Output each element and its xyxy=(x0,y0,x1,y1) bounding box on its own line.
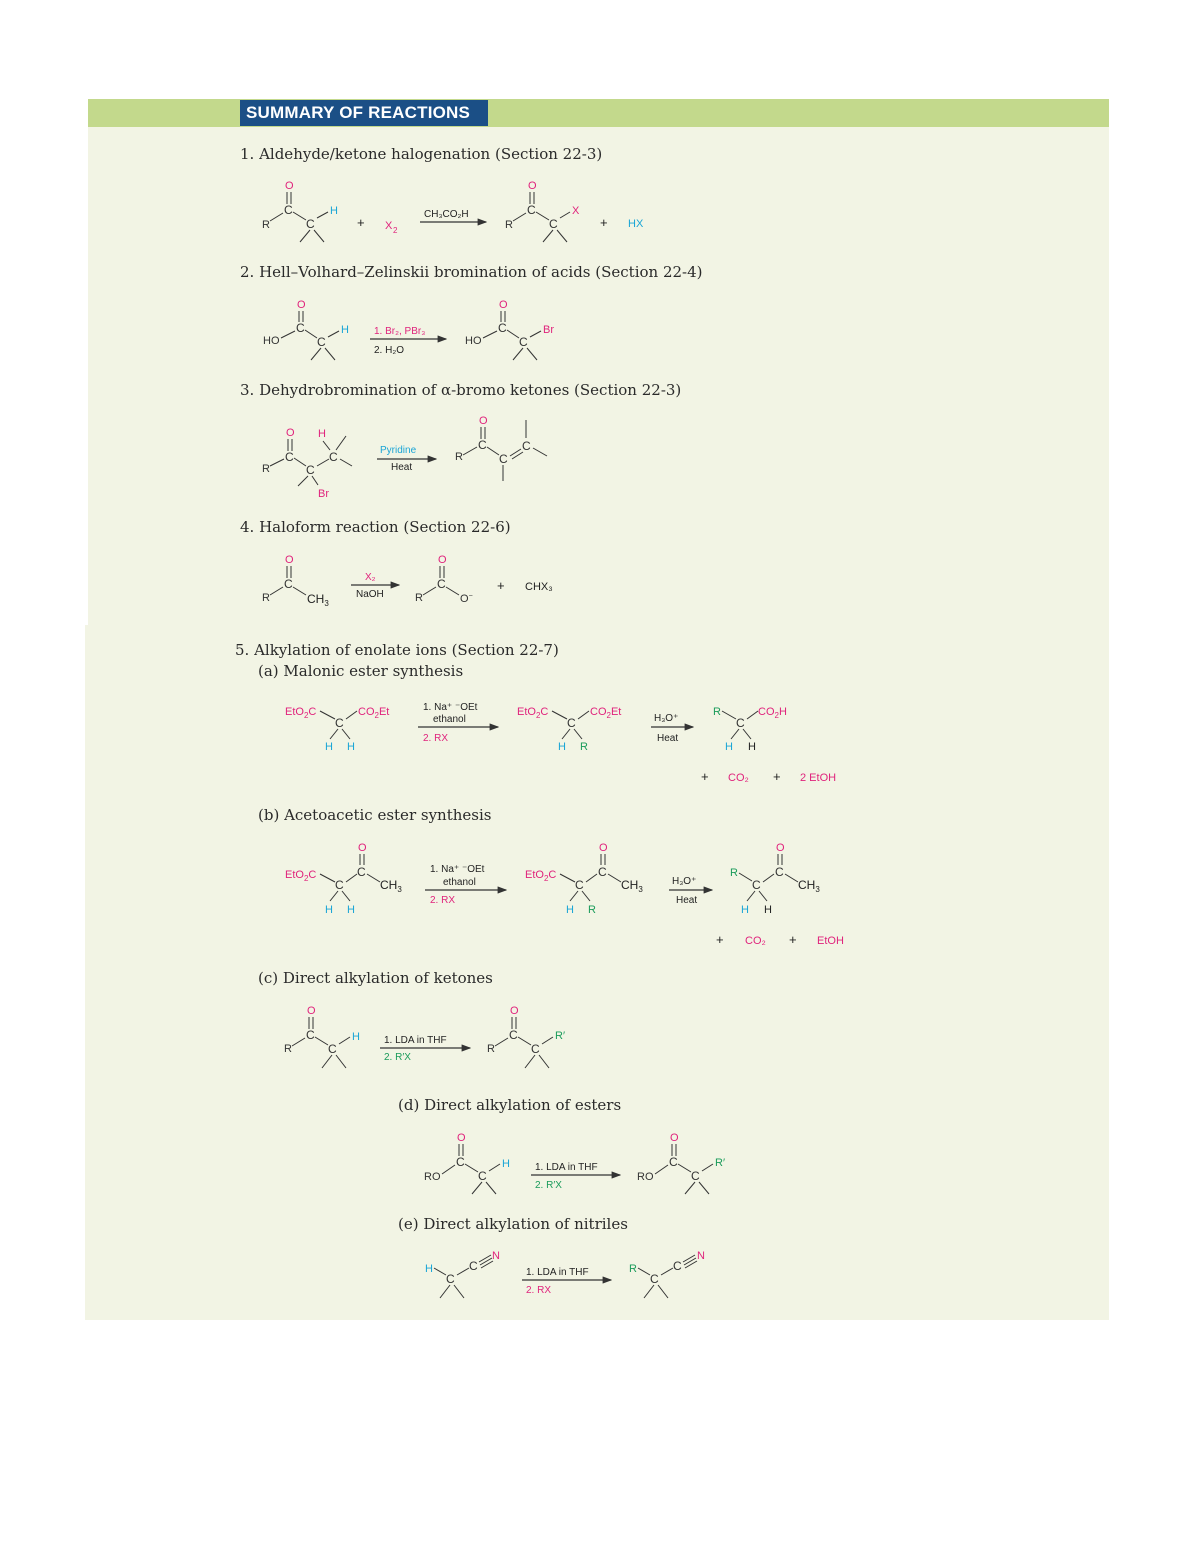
reaction-2-heading: 2. Hell–Volhard–Zelinskii bromination of acids (Section 22-4) xyxy=(240,263,703,281)
svg-text:R: R xyxy=(415,592,423,604)
svg-text:H: H xyxy=(425,1263,433,1275)
reaction-5c-step2: 2. R′X xyxy=(384,1052,411,1063)
svg-text:CO2H: $CO_2H$ xyxy=(758,706,787,720)
svg-text:H: H xyxy=(764,904,772,916)
svg-text:EtO2C: EtO$_2$C xyxy=(517,706,549,720)
svg-text:C: C xyxy=(446,1272,455,1286)
svg-text:C: C xyxy=(285,450,294,464)
reaction-5e-step2: 2. RX xyxy=(526,1285,552,1296)
reaction-1-heading: 1. Aldehyde/ketone halogenation (Section 22-3) xyxy=(240,145,603,163)
svg-text:C: C xyxy=(567,716,576,730)
reaction-5a-step2: 2. RX xyxy=(423,733,449,744)
svg-text:N: N xyxy=(492,1250,500,1262)
svg-text:H: H xyxy=(347,741,355,753)
reaction-5d-step1: 1. LDA in THF xyxy=(535,1162,598,1173)
svg-text:R: R xyxy=(455,451,463,463)
svg-text:C: C xyxy=(575,878,584,892)
svg-text:C: C xyxy=(456,1155,465,1169)
reaction-5e-scheme xyxy=(425,1250,705,1298)
svg-text:C: C xyxy=(775,865,784,879)
reaction-3-reagent: Pyridine xyxy=(380,445,417,456)
reaction-5b-label: (b) Acetoacetic ester synthesis xyxy=(258,806,492,824)
svg-text:O: O xyxy=(776,842,785,854)
reaction-5d-step2: 2. R′X xyxy=(535,1180,562,1191)
reaction-5d-label: (d) Direct alkylation of esters xyxy=(398,1096,622,1114)
svg-text:R: R xyxy=(730,867,738,879)
svg-text:+: + xyxy=(357,215,365,230)
svg-text:C: C xyxy=(498,321,507,335)
svg-text:C: C xyxy=(499,452,508,466)
reaction-5a-byproduct-co2: CO₂ xyxy=(728,772,749,784)
svg-text:R: R xyxy=(713,706,721,718)
svg-text:C: C xyxy=(335,716,344,730)
svg-text:O: O xyxy=(358,842,367,854)
svg-text:R: R xyxy=(262,592,270,604)
svg-text:R′: R′ xyxy=(555,1030,566,1042)
svg-text:CO2Et: $CO_2Et$ xyxy=(358,706,390,720)
svg-text:C: C xyxy=(357,865,366,879)
svg-text:C: C xyxy=(317,335,326,349)
svg-text:C: C xyxy=(752,878,761,892)
reaction-5a-conditions2: Heat xyxy=(657,733,679,744)
svg-text:H: H xyxy=(566,904,574,916)
reaction-1-scheme xyxy=(262,180,644,242)
svg-text:O: O xyxy=(285,180,294,192)
reaction-3-scheme xyxy=(262,415,547,500)
reaction-5a-step1b: ethanol xyxy=(433,714,466,725)
svg-text:R: R xyxy=(588,904,596,916)
summary-banner: SUMMARY OF REACTIONS xyxy=(240,100,488,126)
svg-text:C: C xyxy=(691,1169,700,1183)
svg-text:R: R xyxy=(262,219,270,231)
svg-text:C: C xyxy=(669,1155,678,1169)
svg-text:C: C xyxy=(306,463,315,477)
reaction-5b-step1b: ethanol xyxy=(443,877,476,888)
svg-text:R: R xyxy=(505,219,513,231)
svg-text:EtO2C: EtO$_2$C xyxy=(525,869,557,883)
svg-text:R: R xyxy=(580,741,588,753)
svg-text:C: C xyxy=(296,321,305,335)
svg-text:Br: Br xyxy=(318,488,329,500)
svg-text:O: O xyxy=(286,427,295,439)
svg-text:HO: HO xyxy=(263,335,280,347)
reaction-5b-reagent2: H₃O⁺ xyxy=(672,876,697,887)
svg-text:O: O xyxy=(499,299,508,311)
svg-text:O: O xyxy=(285,554,294,566)
svg-text:H: H xyxy=(352,1031,360,1043)
svg-text:EtO2C: EtO$_2$C xyxy=(285,869,317,883)
svg-text:CH3: $CH_3$ xyxy=(798,878,820,894)
svg-text:EtO2C: EtO$_2$C xyxy=(285,706,317,720)
reaction-2-product-group: Br xyxy=(543,324,554,336)
svg-text:+: + xyxy=(497,578,505,593)
reaction-1-reagent-sub: 2 xyxy=(393,226,398,235)
svg-text:O: O xyxy=(670,1132,679,1144)
svg-text:C: C xyxy=(284,203,293,217)
svg-text:C: C xyxy=(329,450,338,464)
svg-text:O: O xyxy=(307,1005,316,1017)
svg-text:R: R xyxy=(284,1043,292,1055)
svg-text:C: C xyxy=(673,1259,682,1273)
svg-text:R′: R′ xyxy=(715,1157,726,1169)
svg-text:C: C xyxy=(469,1259,478,1273)
svg-text:C: C xyxy=(549,217,558,231)
svg-text:O: O xyxy=(510,1005,519,1017)
reaction-4-conditions: NaOH xyxy=(356,589,384,600)
reaction-5b-byproduct-etoh: EtOH xyxy=(817,935,844,947)
svg-text:+: + xyxy=(600,215,608,230)
svg-text:N: N xyxy=(697,1250,705,1262)
svg-text:H: H xyxy=(325,904,333,916)
reaction-5a-reagent2: H₃O⁺ xyxy=(654,713,679,724)
svg-text:CO2Et: $CO_2Et$ xyxy=(590,706,622,720)
reaction-5-heading: 5. Alkylation of enolate ions (Section 22-7) xyxy=(235,641,559,659)
reaction-4-heading: 4. Haloform reaction (Section 22-6) xyxy=(240,518,511,536)
svg-text:C: C xyxy=(522,439,531,453)
svg-text:R: R xyxy=(629,1263,637,1275)
reaction-5e-label: (e) Direct alkylation of nitriles xyxy=(398,1215,628,1233)
reaction-5a-scheme xyxy=(285,702,836,784)
reaction-5b-step2: 2. RX xyxy=(430,895,456,906)
svg-text:H: H xyxy=(318,428,326,440)
svg-text:H: H xyxy=(502,1158,510,1170)
svg-text:C: C xyxy=(509,1028,518,1042)
svg-text:C: C xyxy=(519,335,528,349)
reaction-5b-conditions2: Heat xyxy=(676,895,698,906)
svg-text:O: O xyxy=(438,554,447,566)
svg-text:CH3: $CH_3$ xyxy=(307,592,329,608)
svg-text:H: H xyxy=(341,324,349,336)
reaction-4-scheme xyxy=(262,554,553,608)
svg-text:C: C xyxy=(531,1042,540,1056)
reaction-4-byproduct: CHX₃ xyxy=(525,581,553,593)
svg-text:O: O xyxy=(599,842,608,854)
svg-text:C: C xyxy=(306,217,315,231)
reaction-5a-byproduct-etoh: 2 EtOH xyxy=(800,772,837,784)
svg-text:O: O xyxy=(479,415,488,427)
reaction-1-reagent: X xyxy=(385,220,393,232)
reaction-5a-step1: 1. Na⁺ ⁻OEt xyxy=(423,702,478,713)
svg-text:R: R xyxy=(487,1043,495,1055)
reaction-1-product-group: X xyxy=(572,205,580,217)
svg-text:O: O xyxy=(528,180,537,192)
reaction-4-reagent: X₂ xyxy=(365,572,376,583)
reaction-5b-byproduct-co2: CO₂ xyxy=(745,935,766,947)
svg-text:C: C xyxy=(650,1272,659,1286)
svg-text:C: C xyxy=(478,1169,487,1183)
svg-text:CH3: $CH_3$ xyxy=(621,878,643,894)
svg-text:C: C xyxy=(527,203,536,217)
reaction-2-scheme xyxy=(263,299,554,360)
reaction-5c-step1: 1. LDA in THF xyxy=(384,1035,447,1046)
svg-text:C: C xyxy=(306,1028,315,1042)
reaction-5d-scheme xyxy=(424,1132,725,1194)
reaction-1-byproduct: HX xyxy=(628,218,644,230)
svg-text:C: C xyxy=(598,865,607,879)
svg-text:RO: RO xyxy=(424,1171,441,1183)
svg-text:C: C xyxy=(328,1042,337,1056)
reaction-5a-label: (a) Malonic ester synthesis xyxy=(258,662,464,680)
reaction-5b-step1: 1. Na⁺ ⁻OEt xyxy=(430,864,485,875)
reaction-1-conditions: CH₃CO₂H xyxy=(424,209,469,220)
reaction-5c-scheme xyxy=(284,1005,565,1068)
svg-text:H: H xyxy=(325,741,333,753)
svg-text:O−: O− xyxy=(460,593,473,605)
svg-text:C: C xyxy=(335,878,344,892)
svg-text:+: + xyxy=(716,932,724,947)
svg-text:H: H xyxy=(347,904,355,916)
reaction-5b-scheme xyxy=(285,842,844,947)
svg-text:H: H xyxy=(748,741,756,753)
svg-text:RO: RO xyxy=(637,1171,654,1183)
reaction-5c-label: (c) Direct alkylation of ketones xyxy=(258,969,493,987)
svg-text:C: C xyxy=(736,716,745,730)
reaction-2-step2: 2. H₂O xyxy=(374,345,404,356)
reaction-2-step1: 1. Br₂, PBr₃ xyxy=(374,326,426,337)
svg-text:+: + xyxy=(701,769,709,784)
svg-text:H: H xyxy=(725,741,733,753)
reaction-3-conditions: Heat xyxy=(391,462,413,473)
svg-text:+: + xyxy=(789,932,797,947)
svg-text:H: H xyxy=(330,205,338,217)
svg-text:H: H xyxy=(558,741,566,753)
reaction-5e-step1: 1. LDA in THF xyxy=(526,1267,589,1278)
reaction-3-heading: 3. Dehydrobromination of α-bromo ketones (Section 22-3) xyxy=(240,381,682,399)
svg-text:C: C xyxy=(478,438,487,452)
svg-text:R: R xyxy=(262,463,270,475)
svg-text:O: O xyxy=(457,1132,466,1144)
svg-text:C: C xyxy=(284,577,293,591)
svg-text:O: O xyxy=(297,299,306,311)
svg-text:HO: HO xyxy=(465,335,482,347)
svg-text:H: H xyxy=(741,904,749,916)
svg-text:C: C xyxy=(437,577,446,591)
svg-text:CH3: $CH_3$ xyxy=(380,878,402,894)
svg-text:+: + xyxy=(773,769,781,784)
